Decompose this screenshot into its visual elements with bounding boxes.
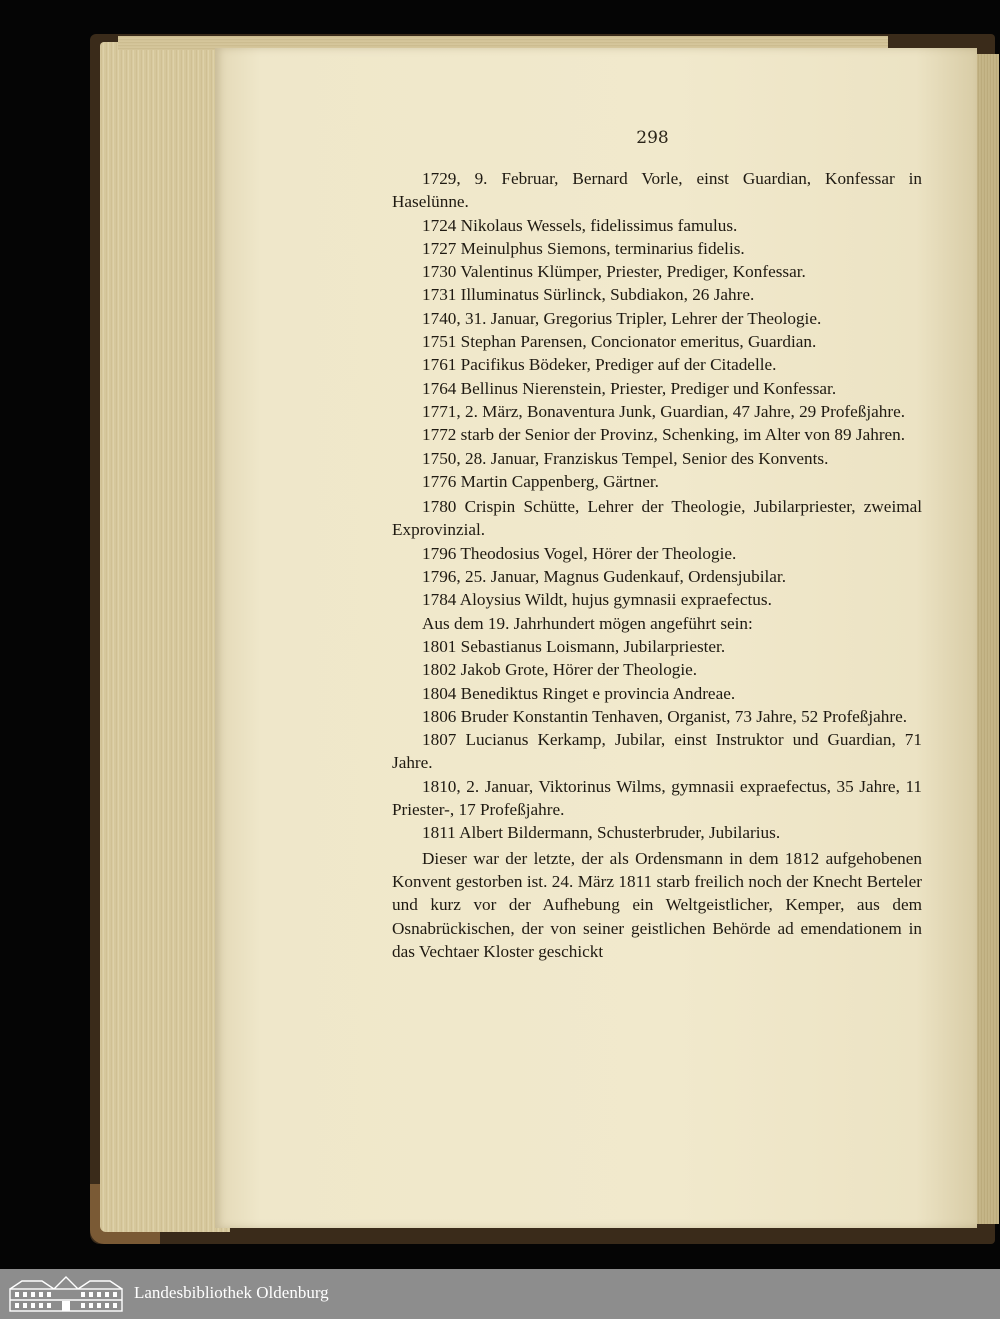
paragraph: Aus dem 19. Jahrhundert mögen angeführt sein: — [422, 613, 753, 633]
paragraph: 1784 Aloysius Wildt, hujus gymnasii expraefectus. — [422, 590, 772, 610]
paragraph: 1806 Bruder Konstantin Tenhaven, Organist, 73 Jahre, 52 Profeßjahre. — [422, 706, 908, 726]
paragraph: 1761 Pacifikus Bödeker, Prediger auf der Citadelle. — [422, 355, 777, 375]
paragraph: 1796, 25. Januar, Magnus Gudenkauf, Ordensjubilar. — [422, 567, 786, 587]
paragraph: 1740, 31. Januar, Gregorius Tripler, Lehrer der Theologie. — [422, 308, 822, 328]
paragraph: 1750, 28. Januar, Franziskus Tempel, Senior des Konvents. — [422, 448, 829, 468]
footer-label[interactable]: Landesbibliothek Oldenburg — [134, 1283, 329, 1302]
paragraph: 1729, 9. Februar, Bernard Vorle, einst Guardian, Konfessar in Haselünne. — [392, 169, 922, 212]
paragraph: 1764 Bellinus Nierenstein, Priester, Prediger und Konfessar. — [422, 378, 837, 398]
footer-bar — [0, 1269, 1000, 1319]
paragraph: 1801 Sebastianus Loismann, Jubilarpriester. — [422, 636, 726, 656]
paragraph: 1772 starb der Senior der Provinz, Schenking, im Alter von 89 Jahren. — [422, 425, 906, 445]
paragraph: 1724 Nikolaus Wessels, fidelissimus famulus. — [422, 215, 738, 235]
paragraph: 1731 Illuminatus Sürlinck, Subdiakon, 26 Jahre. — [422, 285, 755, 305]
paragraph: 1771, 2. März, Bonaventura Junk, Guardian, 47 Jahre, 29 Profeßjahre. — [422, 401, 906, 421]
paragraph: 1804 Benediktus Ringet e provincia Andreae. — [422, 683, 736, 703]
paragraph: 1730 Valentinus Klümper, Priester, Prediger, Konfessar. — [422, 262, 806, 282]
page-number: 298 — [636, 128, 669, 148]
paragraph: 1810, 2. Januar, Viktorinus Wilms, gymnasii expraefectus, 35 Jahre, 11 Priester-, 17 Profeßjahre. — [392, 776, 922, 820]
library-building-icon — [8, 1275, 124, 1313]
paragraph: 1811 Albert Bildermann, Schusterbruder, Jubilarius. — [422, 823, 781, 843]
paragraph: Dieser war der letzte, der als Ordensmann in dem 1812 aufgehobenen Konvent gestorben ist. 24. März 1811 starb freilich noch der Knecht Berteler und kurz vor der Aufhebung ein Weltgeistlicher, Kemper, aus dem Osnabrückischen, der von seiner geistlichen Behörde ad emendationem in das Vechtaer Kloster geschickt — [392, 848, 922, 961]
paragraph: 1776 Martin Cappenberg, Gärtner. — [422, 471, 659, 491]
page-stack-edge — [100, 42, 230, 1232]
page-right-edge — [977, 54, 999, 1224]
paragraph: 1727 Meinulphus Siemons, terminarius fidelis. — [422, 238, 745, 258]
paragraph: 1802 Jakob Grote, Hörer der Theologie. — [422, 660, 698, 680]
paragraph: 1807 Lucianus Kerkamp, Jubilar, einst Instruktor und Guardian, 71 Jahre. — [392, 730, 922, 773]
paragraph: 1751 Stephan Parensen, Concionator emeritus, Guardian. — [422, 332, 817, 352]
paragraph: 1780 Crispin Schütte, Lehrer der Theologie, Jubilarpriester, zweimal Exprovinzial. — [392, 497, 922, 540]
page-text — [392, 167, 922, 963]
paragraph: 1796 Theodosius Vogel, Hörer der Theologie. — [422, 543, 737, 563]
